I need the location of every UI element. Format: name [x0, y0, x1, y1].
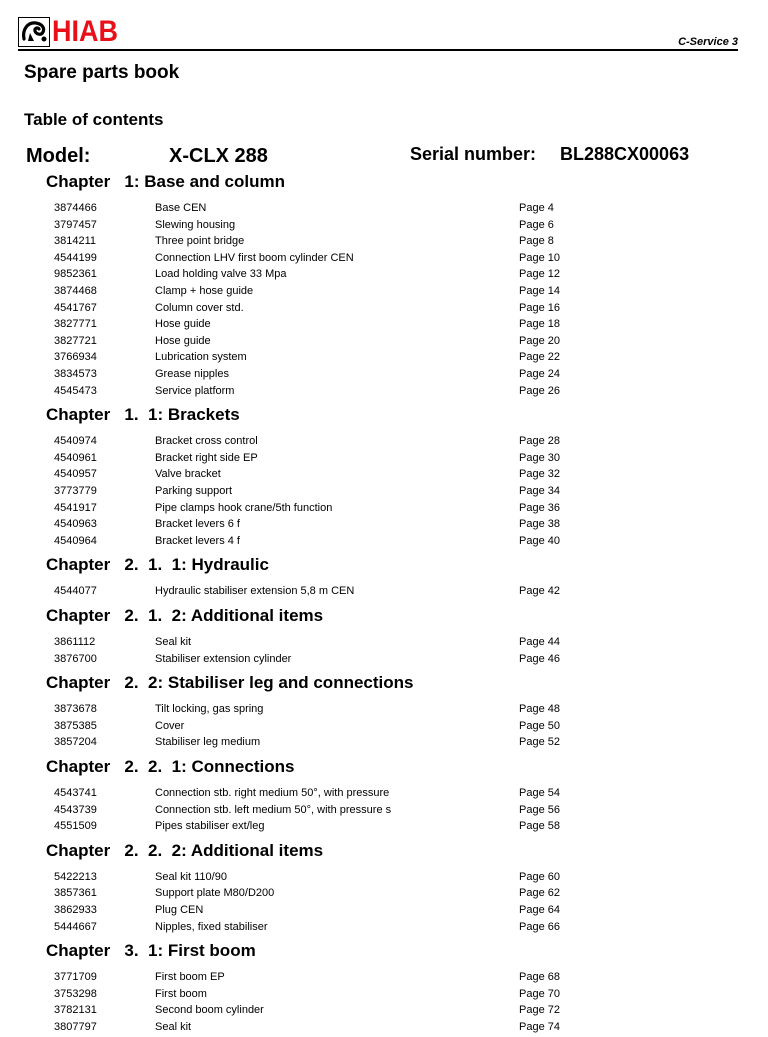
- page-reference: Page 32: [519, 468, 560, 481]
- part-description: Three point bridge: [155, 235, 245, 248]
- part-number: 3827721: [54, 334, 97, 347]
- toc-entry: [0, 502, 768, 518]
- page-reference: Page 36: [519, 501, 560, 514]
- page-reference: Page 54: [519, 787, 560, 799]
- serial-number-value: BL288CX00063: [560, 144, 690, 164]
- model-label: Model:: [26, 145, 91, 167]
- page-reference: Page 14: [519, 285, 560, 297]
- toc-entry: [0, 268, 768, 284]
- toc-entry: [0, 585, 768, 601]
- part-number: 4540957: [54, 468, 97, 481]
- part-number: 3807797: [54, 1021, 97, 1033]
- page-reference: Page 8: [519, 235, 554, 248]
- part-number: 9852361: [54, 268, 97, 281]
- toc-entry: [0, 871, 768, 887]
- page-reference: Page 30: [519, 451, 560, 464]
- chapter-heading: Chapter 2. 1. 1: Hydraulic: [46, 555, 269, 575]
- part-description: Lubrication system: [155, 351, 247, 364]
- part-description: Stabiliser extension cylinder: [155, 652, 292, 665]
- toc-entry: [0, 335, 768, 351]
- chapter-heading: Chapter 2. 1. 2: Additional items: [46, 606, 324, 625]
- part-description: Tilt locking, gas spring: [155, 703, 264, 716]
- page-reference: Page 46: [519, 652, 560, 665]
- toc-entry: [0, 887, 768, 903]
- part-number: 3753298: [54, 987, 97, 1000]
- page-reference: Page 40: [519, 534, 560, 547]
- part-description: Hose guide: [155, 318, 211, 331]
- toc-entry: [0, 285, 768, 301]
- part-description: Grease nipples: [155, 368, 229, 380]
- part-number: 3857361: [54, 887, 97, 900]
- toc-entry: [0, 435, 768, 451]
- chapter-heading: Chapter 1. 1: Brackets: [46, 405, 240, 425]
- page-reference: Page 72: [519, 1004, 560, 1017]
- page-header: [18, 16, 738, 52]
- page-reference: Page 70: [519, 987, 560, 1000]
- part-number: 4543741: [54, 787, 97, 799]
- page-reference: Page 68: [519, 971, 560, 984]
- toc-entry: [0, 653, 768, 669]
- toc-entry: [0, 302, 768, 318]
- hiab-logo-mark-icon: [18, 17, 50, 47]
- part-description: Load holding valve 33 Mpa: [155, 268, 287, 281]
- serial-number-label: Serial number:: [410, 144, 537, 164]
- part-description: Support plate M80/D200: [155, 887, 275, 900]
- page-reference: Page 12: [519, 268, 560, 281]
- page-reference: Page 58: [519, 820, 560, 833]
- toc-entry: [0, 235, 768, 251]
- toc-entry: [0, 385, 768, 401]
- toc-entry: [0, 485, 768, 501]
- page-reference: Page 56: [519, 803, 560, 816]
- part-description: Connection stb. left medium 50°, with pressure s: [155, 803, 392, 816]
- part-number: 3782131: [54, 1004, 97, 1017]
- part-description: Seal kit 110/90: [155, 870, 227, 883]
- page-reference: Page 38: [519, 518, 560, 531]
- toc-entry: [0, 202, 768, 218]
- part-number: 4551509: [54, 820, 97, 833]
- page-reference: Page 64: [519, 904, 560, 916]
- part-description: Stabiliser leg medium: [155, 736, 261, 749]
- part-description: Seal kit: [155, 636, 192, 648]
- page-reference: Page 74: [519, 1021, 560, 1033]
- part-description: Bracket levers 6 f: [155, 518, 240, 531]
- page-reference: Page 48: [519, 703, 560, 716]
- part-description: Cover: [155, 719, 185, 732]
- part-number: 4541917: [54, 501, 97, 514]
- part-number: 5422213: [54, 870, 97, 883]
- part-description: Column cover std.: [155, 301, 244, 314]
- toc-entry: [0, 703, 768, 719]
- part-number: 3771709: [54, 971, 97, 984]
- part-description: Clamp + hose guide: [155, 285, 254, 297]
- chapter-heading: Chapter 2. 2: Stabiliser leg and connections: [46, 673, 414, 693]
- toc-entry: [0, 1004, 768, 1020]
- part-number: 3857204: [54, 736, 97, 749]
- part-description: Base CEN: [155, 202, 207, 214]
- part-number: 4540963: [54, 518, 97, 531]
- part-number: 4541767: [54, 301, 97, 314]
- part-description: Seal kit: [155, 1021, 192, 1033]
- part-description: Service platform: [155, 384, 235, 397]
- page-reference: Page 22: [519, 351, 560, 364]
- part-number: 3797457: [54, 218, 97, 231]
- toc-entry: [0, 736, 768, 752]
- toc-entry: [0, 971, 768, 987]
- header-divider: [18, 49, 738, 51]
- part-description: Hydraulic stabiliser extension 5,8 m CEN: [155, 585, 355, 598]
- document-title: Spare parts book: [24, 62, 180, 83]
- page-reference: Page 20: [519, 334, 560, 347]
- part-number: 3773779: [54, 485, 97, 497]
- part-number: 4544077: [54, 585, 97, 598]
- toc-entry: [0, 904, 768, 920]
- page-reference: Page 42: [519, 585, 560, 598]
- chapter-heading: Chapter 2. 2. 2: Additional items: [46, 840, 324, 860]
- part-number: 4540964: [54, 534, 97, 547]
- toc-entry: [0, 468, 768, 484]
- part-number: 4545473: [54, 384, 97, 397]
- part-description: First boom EP: [155, 971, 225, 984]
- part-number: 3861112: [54, 636, 96, 648]
- toc-entry: [0, 452, 768, 468]
- part-number: 3874466: [54, 202, 97, 214]
- part-description: Pipes stabiliser ext/leg: [155, 820, 265, 833]
- page-reference: Page 18: [519, 318, 560, 331]
- part-description: Bracket right side EP: [155, 451, 258, 464]
- page-reference: Page 16: [519, 301, 560, 314]
- toc-entry: [0, 219, 768, 235]
- part-description: Connection LHV first boom cylinder CEN: [155, 251, 354, 264]
- toc-entry: [0, 252, 768, 268]
- chapter-heading: Chapter 3. 1: First boom: [46, 941, 256, 961]
- part-description: Bracket levers 4 f: [155, 534, 240, 547]
- part-description: Bracket cross control: [155, 435, 258, 448]
- page-reference: Page 28: [519, 435, 560, 448]
- page-reference: Page 52: [519, 736, 560, 749]
- section-label: C-Service 3: [678, 36, 738, 48]
- toc-entry: [0, 988, 768, 1004]
- part-description: Hose guide: [155, 334, 211, 347]
- part-number: 3875385: [54, 719, 97, 732]
- toc-entry: [0, 318, 768, 334]
- page-reference: Page 34: [519, 485, 560, 497]
- toc-entry: [0, 820, 768, 836]
- part-number: 5444667: [54, 920, 97, 933]
- page-reference: Page 10: [519, 251, 560, 264]
- page-reference: Page 44: [519, 636, 560, 648]
- model-value: X-CLX 288: [169, 145, 268, 167]
- toc-heading: Table of contents: [24, 110, 164, 129]
- part-number: 4544199: [54, 251, 97, 264]
- toc-entry: [0, 921, 768, 937]
- page-reference: Page 62: [519, 887, 560, 900]
- part-description: Second boom cylinder: [155, 1004, 264, 1017]
- brand-name: HIAB: [52, 15, 119, 48]
- part-description: Nipples, fixed stabiliser: [155, 920, 268, 933]
- toc-entry: [0, 1021, 768, 1037]
- part-number: 4543739: [54, 803, 97, 816]
- chapter-heading: Chapter 1: Base and column: [46, 172, 285, 191]
- part-description: Pipe clamps hook crane/5th function: [155, 501, 333, 514]
- toc-entry: [0, 787, 768, 803]
- part-number: 3834573: [54, 368, 97, 380]
- toc-entry: [0, 636, 768, 652]
- page-reference: Page 66: [519, 920, 560, 933]
- page-reference: Page 24: [519, 368, 560, 380]
- page-reference: Page 26: [519, 384, 560, 397]
- part-number: 3862933: [54, 904, 97, 916]
- part-number: 3827771: [54, 318, 97, 331]
- part-description: Connection stb. right medium 50°, with pressure: [155, 787, 390, 799]
- part-description: Valve bracket: [155, 468, 221, 481]
- part-number: 3814211: [54, 235, 97, 248]
- part-description: Plug CEN: [155, 904, 204, 916]
- toc-entry: [0, 368, 768, 384]
- toc-entry: [0, 720, 768, 736]
- part-number: 3766934: [54, 351, 97, 364]
- part-description: Parking support: [155, 485, 233, 497]
- hiab-logo: [18, 16, 125, 48]
- part-description: First boom: [155, 987, 207, 1000]
- toc-entry: [0, 535, 768, 551]
- part-number: 3874468: [54, 285, 97, 297]
- part-description: Slewing housing: [155, 218, 236, 231]
- toc-entry: [0, 351, 768, 367]
- toc-entry: [0, 804, 768, 820]
- part-number: 4540974: [54, 435, 97, 448]
- page-reference: Page 50: [519, 719, 560, 732]
- part-number: 4540961: [54, 451, 97, 464]
- chapter-heading: Chapter 2. 2. 1: Connections: [46, 757, 295, 776]
- page-reference: Page 4: [519, 202, 554, 214]
- page-reference: Page 60: [519, 870, 560, 883]
- toc-entry: [0, 518, 768, 534]
- part-number: 3873678: [54, 703, 97, 716]
- page-reference: Page 6: [519, 218, 554, 231]
- part-number: 3876700: [54, 652, 97, 665]
